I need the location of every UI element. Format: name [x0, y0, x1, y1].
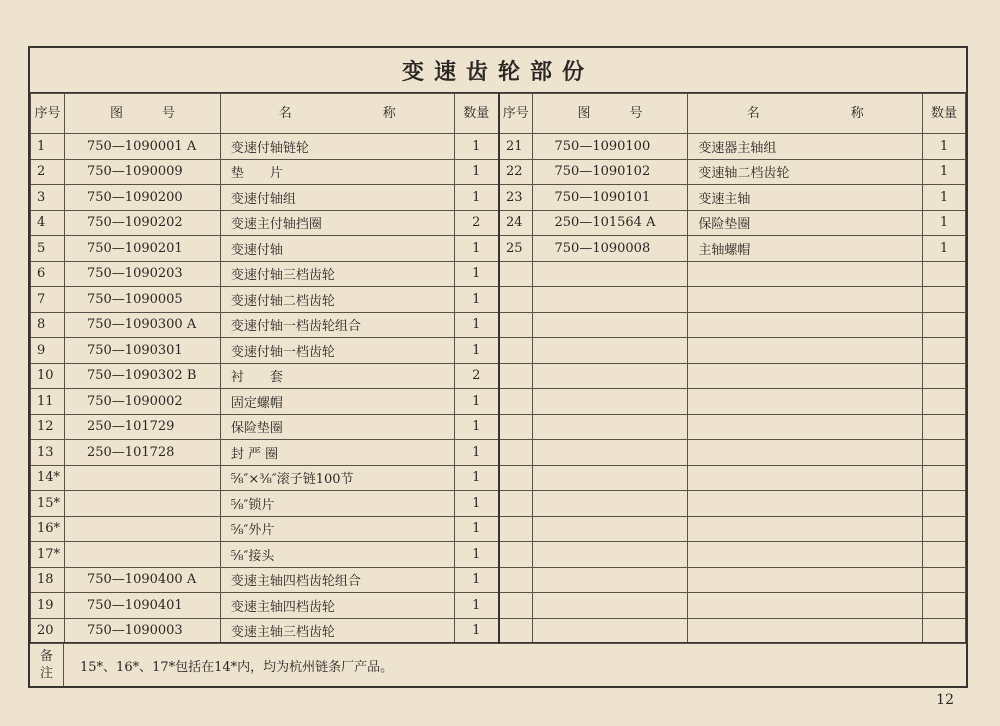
cell-name — [688, 287, 923, 313]
table-row — [31, 210, 966, 236]
cell-no — [499, 363, 532, 389]
table-header-row — [31, 94, 966, 134]
cell-qty — [923, 287, 966, 313]
table-row — [31, 134, 966, 160]
cell-code — [532, 261, 688, 287]
cell-no — [499, 414, 532, 440]
table-row — [31, 593, 966, 619]
cell-name: 变速主轴 — [688, 185, 923, 211]
cell-name — [688, 593, 923, 619]
cell-code: 750—1090400 A — [64, 567, 220, 593]
cell-qty — [923, 593, 966, 619]
cell-no: 25 — [499, 236, 532, 262]
table-row — [31, 185, 966, 211]
cell-name — [688, 440, 923, 466]
cell-no: 11 — [31, 389, 65, 415]
cell-no: 19 — [31, 593, 65, 619]
cell-code: 750—1090201 — [64, 236, 220, 262]
cell-code — [532, 465, 688, 491]
cell-code — [64, 465, 220, 491]
cell-code: 750—1090301 — [64, 338, 220, 364]
cell-no: 1 — [31, 134, 65, 160]
cell-name: 变速主付轴挡圈 — [220, 210, 454, 236]
cell-qty: 2 — [454, 363, 499, 389]
header-code: 图 号 — [64, 94, 220, 134]
cell-code: 750—1090008 — [532, 236, 688, 262]
table-row — [31, 465, 966, 491]
table-row — [31, 440, 966, 466]
cell-name: 封 严 圈 — [220, 440, 454, 466]
table-row — [31, 159, 966, 185]
cell-no: 3 — [31, 185, 65, 211]
cell-qty — [923, 567, 966, 593]
cell-qty — [923, 542, 966, 568]
header-qty: 数量 — [923, 94, 966, 134]
cell-no: 2 — [31, 159, 65, 185]
cell-qty: 1 — [454, 312, 499, 338]
cell-name — [688, 465, 923, 491]
cell-no — [499, 389, 532, 415]
cell-no: 6 — [31, 261, 65, 287]
cell-qty — [923, 440, 966, 466]
cell-qty: 2 — [454, 210, 499, 236]
parts-table — [30, 93, 966, 644]
cell-qty: 1 — [454, 338, 499, 364]
cell-qty: 1 — [454, 491, 499, 517]
cell-name — [688, 312, 923, 338]
cell-code: 750—1090100 — [532, 134, 688, 160]
cell-name — [688, 414, 923, 440]
cell-qty: 1 — [454, 287, 499, 313]
note-label-bottom: 注 — [39, 666, 53, 681]
cell-name — [688, 567, 923, 593]
cell-code — [532, 542, 688, 568]
table-row — [31, 363, 966, 389]
cell-name: ⅝″×⅜″滚子链100节 — [220, 465, 454, 491]
table-row — [31, 618, 966, 644]
cell-no — [499, 491, 532, 517]
cell-code: 750—1090300 A — [64, 312, 220, 338]
cell-qty: 1 — [454, 440, 499, 466]
header-name: 名 称 — [220, 94, 454, 134]
cell-code: 250—101729 — [64, 414, 220, 440]
cell-name: 垫 片 — [220, 159, 454, 185]
cell-no: 24 — [499, 210, 532, 236]
cell-no: 5 — [31, 236, 65, 262]
cell-code: 750—1090202 — [64, 210, 220, 236]
cell-no: 23 — [499, 185, 532, 211]
cell-qty — [923, 516, 966, 542]
cell-no: 20 — [31, 618, 65, 644]
cell-qty — [923, 389, 966, 415]
cell-name: 变速主轴四档齿轮 — [220, 593, 454, 619]
cell-qty — [923, 414, 966, 440]
cell-code — [532, 338, 688, 364]
cell-name — [688, 363, 923, 389]
cell-no: 4 — [31, 210, 65, 236]
cell-qty — [923, 312, 966, 338]
cell-name: 主轴螺帽 — [688, 236, 923, 262]
note-label — [30, 643, 64, 687]
cell-name: 保险垫圈 — [220, 414, 454, 440]
cell-qty — [923, 491, 966, 517]
header-code: 图 号 — [532, 94, 688, 134]
cell-name: 变速付轴一档齿轮组合 — [220, 312, 454, 338]
cell-qty: 1 — [454, 465, 499, 491]
cell-code: 250—101728 — [64, 440, 220, 466]
table-row — [31, 516, 966, 542]
cell-no — [499, 287, 532, 313]
cell-name: 变速付轴二档齿轮 — [220, 287, 454, 313]
cell-qty: 1 — [454, 542, 499, 568]
cell-no — [499, 312, 532, 338]
header-name: 名 称 — [688, 94, 923, 134]
cell-code — [532, 363, 688, 389]
cell-no: 10 — [31, 363, 65, 389]
cell-no: 7 — [31, 287, 65, 313]
cell-qty — [923, 618, 966, 644]
cell-qty: 1 — [923, 236, 966, 262]
cell-no — [499, 440, 532, 466]
cell-qty: 1 — [454, 389, 499, 415]
cell-code — [532, 389, 688, 415]
cell-code — [64, 516, 220, 542]
cell-code — [532, 593, 688, 619]
cell-code — [532, 287, 688, 313]
cell-name: ⅝″接头 — [220, 542, 454, 568]
cell-name: 保险垫圈 — [688, 210, 923, 236]
cell-name: 变速器主轴组 — [688, 134, 923, 160]
cell-qty: 1 — [454, 516, 499, 542]
cell-name — [688, 389, 923, 415]
table-row — [31, 414, 966, 440]
cell-code: 750—1090302 B — [64, 363, 220, 389]
cell-code: 750—1090401 — [64, 593, 220, 619]
cell-no: 14* — [31, 465, 65, 491]
cell-name: 衬 套 — [220, 363, 454, 389]
table-row — [31, 338, 966, 364]
cell-name — [688, 516, 923, 542]
cell-no — [499, 338, 532, 364]
cell-qty: 1 — [923, 159, 966, 185]
table-row — [31, 491, 966, 517]
cell-code: 750—1090003 — [64, 618, 220, 644]
cell-code: 750—1090203 — [64, 261, 220, 287]
cell-name: 变速付轴三档齿轮 — [220, 261, 454, 287]
cell-name: 固定螺帽 — [220, 389, 454, 415]
cell-name: ⅝″锁片 — [220, 491, 454, 517]
cell-qty: 1 — [454, 185, 499, 211]
cell-code: 750—1090009 — [64, 159, 220, 185]
cell-code — [532, 440, 688, 466]
cell-no: 21 — [499, 134, 532, 160]
cell-no — [499, 465, 532, 491]
parts-sheet — [28, 46, 968, 688]
cell-name: ⅝″外片 — [220, 516, 454, 542]
cell-code: 750—1090101 — [532, 185, 688, 211]
cell-qty: 1 — [454, 134, 499, 160]
cell-no: 12 — [31, 414, 65, 440]
cell-qty — [923, 363, 966, 389]
cell-qty — [923, 261, 966, 287]
note-label-top: 备 — [39, 649, 53, 664]
cell-no — [499, 516, 532, 542]
cell-no — [499, 593, 532, 619]
cell-name — [688, 338, 923, 364]
cell-qty: 1 — [454, 618, 499, 644]
cell-qty: 1 — [454, 261, 499, 287]
cell-name — [688, 491, 923, 517]
cell-qty: 1 — [923, 134, 966, 160]
cell-no: 22 — [499, 159, 532, 185]
cell-code — [532, 312, 688, 338]
cell-name: 变速主轴四档齿轮组合 — [220, 567, 454, 593]
cell-qty — [923, 465, 966, 491]
header-no: 序号 — [499, 94, 532, 134]
table-row — [31, 261, 966, 287]
cell-no: 9 — [31, 338, 65, 364]
cell-name: 变速付轴链轮 — [220, 134, 454, 160]
cell-code — [532, 414, 688, 440]
cell-qty: 1 — [923, 185, 966, 211]
cell-name: 变速轴二档齿轮 — [688, 159, 923, 185]
cell-no — [499, 618, 532, 644]
header-no: 序号 — [31, 94, 65, 134]
cell-code — [64, 491, 220, 517]
cell-code: 250—101564 A — [532, 210, 688, 236]
cell-code — [532, 618, 688, 644]
cell-name: 变速付轴组 — [220, 185, 454, 211]
cell-no: 18 — [31, 567, 65, 593]
cell-code — [532, 567, 688, 593]
cell-code — [532, 491, 688, 517]
table-row — [31, 287, 966, 313]
table-row — [31, 567, 966, 593]
cell-code: 750—1090200 — [64, 185, 220, 211]
cell-qty: 1 — [454, 414, 499, 440]
cell-code: 750—1090001 A — [64, 134, 220, 160]
table-row — [31, 312, 966, 338]
cell-code: 750—1090102 — [532, 159, 688, 185]
cell-qty: 1 — [454, 236, 499, 262]
page-number: 12 — [936, 692, 954, 708]
cell-name — [688, 261, 923, 287]
cell-no: 13 — [31, 440, 65, 466]
cell-name — [688, 542, 923, 568]
cell-no — [499, 261, 532, 287]
table-row — [31, 542, 966, 568]
page-title: 变速齿轮部份 — [30, 48, 966, 93]
cell-name: 变速付轴一档齿轮 — [220, 338, 454, 364]
cell-no: 15* — [31, 491, 65, 517]
cell-code — [64, 542, 220, 568]
cell-qty: 1 — [454, 593, 499, 619]
cell-name: 变速付轴 — [220, 236, 454, 262]
table-row — [31, 236, 966, 262]
cell-no: 16* — [31, 516, 65, 542]
cell-no — [499, 542, 532, 568]
cell-code: 750—1090002 — [64, 389, 220, 415]
cell-qty: 1 — [454, 159, 499, 185]
cell-qty: 1 — [454, 567, 499, 593]
cell-code: 750—1090005 — [64, 287, 220, 313]
cell-no — [499, 567, 532, 593]
header-qty: 数量 — [454, 94, 499, 134]
cell-code — [532, 516, 688, 542]
cell-no: 17* — [31, 542, 65, 568]
cell-qty: 1 — [923, 210, 966, 236]
cell-name — [688, 618, 923, 644]
note-row — [30, 642, 966, 686]
table-row — [31, 389, 966, 415]
cell-qty — [923, 338, 966, 364]
cell-name: 变速主轴三档齿轮 — [220, 618, 454, 644]
note-text: 15*、16*、17*包括在14*内，均为杭州链条厂产品。 — [80, 659, 394, 675]
cell-no: 8 — [31, 312, 65, 338]
